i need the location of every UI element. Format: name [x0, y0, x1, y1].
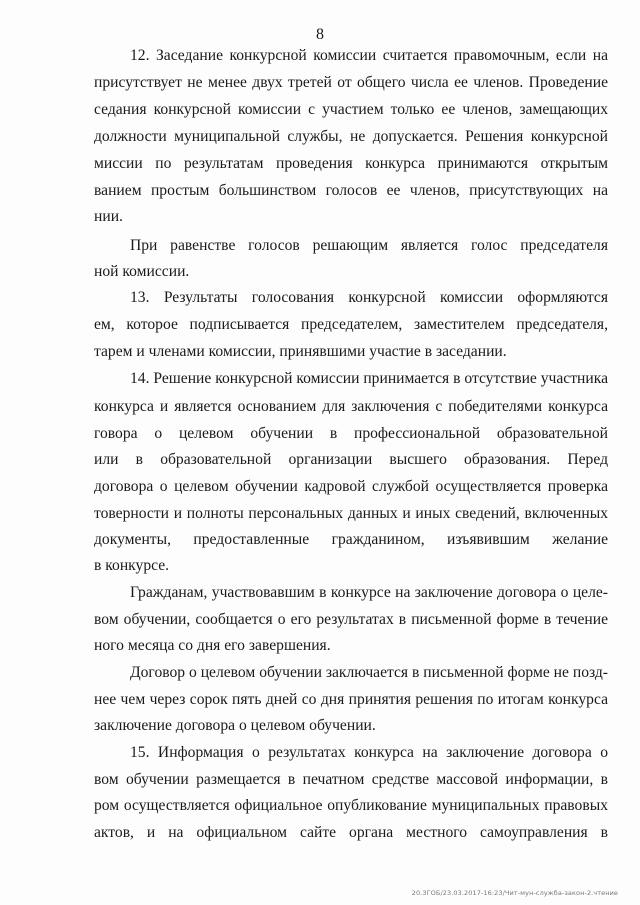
text-line: ванием простым большинством голосов ее членов, присутствующих на — [94, 182, 608, 199]
text-line: При равенстве голосов решающим является голос председателя — [130, 237, 608, 254]
text-line: или в образовательной организации высшего образования. Перед — [94, 451, 608, 468]
text-line: ем, которое подписывается председателем, заместителем председателя, — [94, 316, 608, 333]
text-line: Гражданам, участвовавшим в конкурсе на заключение договора о целе- — [130, 584, 608, 601]
text-line: заключение договора о целевом обучении. — [94, 717, 376, 734]
text-line: 12. Заседание конкурсной комиссии считается правомочным, если на — [130, 47, 608, 64]
page-number: 8 — [316, 26, 324, 43]
text-line: Договор о целевом обучении заключается в письменной форме не позд- — [130, 664, 608, 681]
text-line: миссии по результатам проведения конкурса принимаются открытым — [94, 155, 608, 172]
text-line: 14. Решение конкурсной комиссии принимается в отсутствие участника — [130, 370, 608, 387]
text-line: товерности и полноты персональных данных и иных сведений, включенных — [94, 505, 608, 522]
text-line: должности муниципальной службы, не допускается. Решения конкурсной — [94, 128, 608, 145]
text-line: конкурса и является основанием для заключения с победителями конкурса — [94, 398, 608, 415]
text-line: договора о целевом обучении кадровой службой осуществляется проверка — [94, 478, 608, 495]
text-line: нии. — [94, 208, 123, 225]
text-line: актов, и на официальном сайте органа местного самоуправления в — [94, 824, 608, 841]
text-line: ром осуществляется официальное опубликование муниципальных правовых — [94, 797, 608, 814]
text-line: документы, предоставленные гражданином, изъявившим желание — [94, 531, 608, 548]
footer-file-stamp: 20.3ГОБ/23.03.2017-16:23/Чит-мун-служба-закон-2.чтение — [411, 889, 618, 897]
text-line: седания конкурсной комиссии с участием только ее членов, замещающих — [94, 101, 608, 118]
text-line: присутствует не менее двух третей от общего числа ее членов. Проведение — [94, 74, 608, 91]
text-line: говора о целевом обучении в профессиональной образовательной — [94, 425, 608, 442]
text-line: 13. Результаты голосования конкурсной комиссии оформляются — [130, 289, 608, 306]
text-line: ного месяца со дня его завершения. — [94, 637, 331, 654]
text-line: нее чем через сорок пять дней со дня принятия решения по итогам конкурса — [94, 691, 608, 708]
text-line: в конкурсе. — [94, 557, 170, 574]
text-line: вом обучении размещается в печатном средстве массовой информации, в — [94, 771, 608, 788]
text-line: 15. Информация о результатах конкурса на заключение договора о — [130, 744, 608, 761]
text-line: тарем и членами комиссии, принявшими участие в заседании. — [94, 343, 507, 360]
text-line: вом обучении, сообщается о его результатах в письменной форме в течение — [94, 611, 608, 628]
text-line: ной комиссии. — [94, 263, 190, 280]
